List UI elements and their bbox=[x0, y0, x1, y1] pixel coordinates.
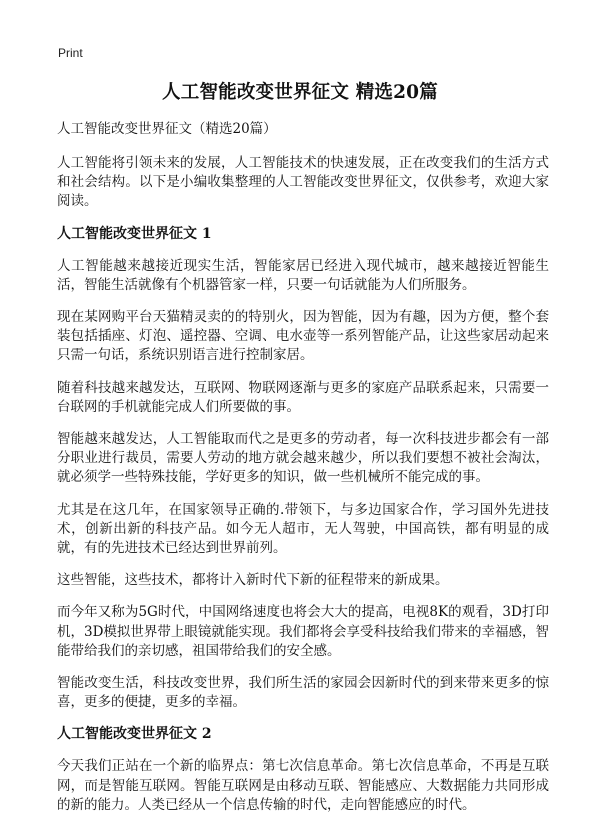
document-body bbox=[57, 120, 549, 828]
essay-section-1 bbox=[57, 225, 549, 713]
paragraph: 现在某网购平台天猫精灵卖的的特别火，因为智能，因为有趣，因为方便，整个套装包括插座、灯泡、遥控器、空调、电水壶等一系列智能产品，让这些家居动起来只需一句话，系统识别语言进行控制家居。 bbox=[57, 309, 549, 364]
document-subtitle: 人工智能改变世界征文（精选20篇） bbox=[57, 121, 277, 137]
paragraph: 智能改变生活，科技改变世界，我们所生活的家园会因新时代的到来带来更多的惊喜，更多的便捷，更多的幸福。 bbox=[57, 675, 549, 711]
paragraph: 而今年又称为5G时代，中国网络速度也将会大大的提高，电视8K的观看，3D打印机，3D模拟世界带上眼镜就能实现。我们都将会享受科技给我们带来的幸福感，智能带给我们的亲切感，祖国带给我们的安全感。 bbox=[57, 604, 549, 659]
paragraph: 尤其是在这几年，在国家领导正确的.带领下，与多边国家合作，学习国外先进技术，创新出新的科技产品。如今无人超市，无人驾驶，中国高铁，都有明显的成就，有的先进技术已经达到世界前列。 bbox=[57, 501, 549, 557]
section-heading: 人工智能改变世界征文 2 bbox=[57, 726, 212, 743]
paragraph: 今天我们正站在一个新的临界点：第七次信息革命。第七次信息革命，不再是互联网，而是智能互联网。智能互联网是由移动互联、智能感应、大数据能力共同形成的新的能力。人类已经从一个信息传输的时代，走向智能感应的时代。 bbox=[57, 758, 549, 813]
print-label[interactable]: Print bbox=[58, 46, 83, 60]
section-heading: 人工智能改变世界征文 1 bbox=[57, 225, 212, 242]
paragraph: 智能越来越发达，人工智能取而代之是更多的劳动者，每一次科技进步都会有一部分职业进行裁员，需要人劳动的地方就会越来越少，所以我们要想不被社会淘汰，就必须学一些特殊技能，学好更多的知识，做一些机械所不能完成的事。 bbox=[57, 431, 549, 486]
paragraph: 人工智能越来越接近现实生活，智能家居已经进入现代城市，越来越接近智能生活，智能生活就像有个机器管家一样，只要一句话就能为人们所服务。 bbox=[57, 257, 549, 293]
intro-paragraph: 人工智能将引领未来的发展，人工智能技术的快速发展，正在改变我们的生活方式和社会结构。以下是小编收集整理的人工智能改变世界征文，仅供参考，欢迎大家阅读。 bbox=[57, 155, 549, 210]
paragraph: 随着科技越来越发达，互联网、物联网逐渐与更多的家庭产品联系起来，只需要一台联网的手机就能完成人们所要做的事。 bbox=[57, 379, 549, 415]
page-title: 人工智能改变世界征文 精选20篇 bbox=[162, 82, 438, 103]
essay-section-2 bbox=[57, 725, 549, 815]
paragraph: 这些智能，这些技术，都将计入新时代下新的征程带来的新成果。 bbox=[57, 572, 449, 589]
